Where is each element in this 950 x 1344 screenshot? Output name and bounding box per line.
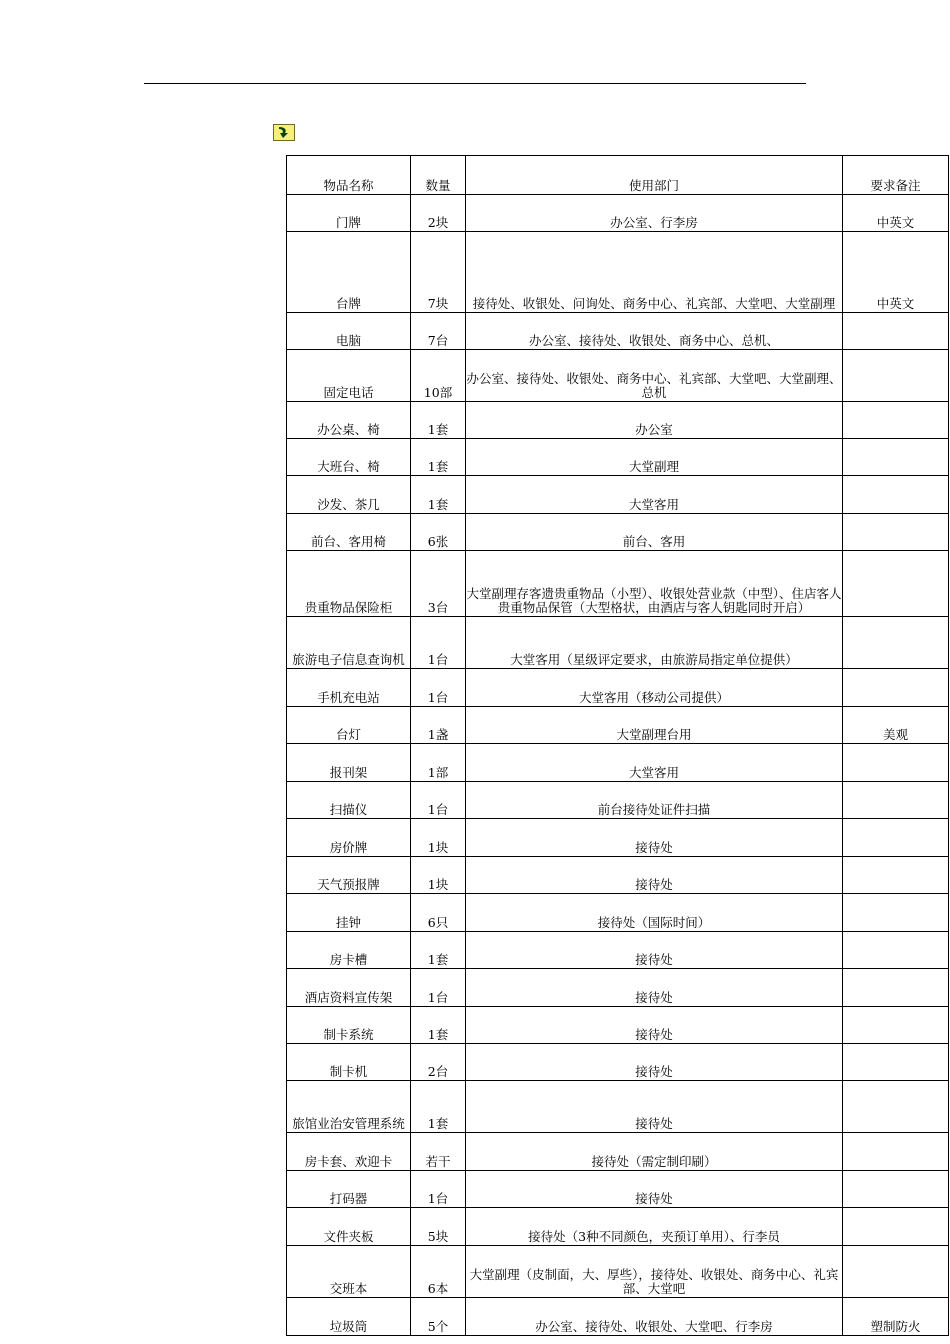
cell-item-name: 前台、客用椅 [287,514,411,551]
cell-item-name: 沙发、茶几 [287,476,411,514]
cell-remarks [843,669,949,707]
cell-quantity: 1套 [411,1081,466,1133]
cell-remarks [843,969,949,1007]
cell-item-name: 制卡系统 [287,1007,411,1044]
cell-quantity: 6本 [411,1246,466,1298]
cell-department: 接待处 [466,1171,843,1208]
cell-remarks [843,617,949,669]
cell-item-name: 挂钟 [287,894,411,932]
table-row [287,819,949,857]
cell-quantity: 2台 [411,1044,466,1081]
cell-department: 接待处（3种不同颜色，夹预订单用）、行李员 [466,1208,843,1246]
cell-item-name: 门牌 [287,195,411,232]
cell-department: 办公室、接待处、收银处、商务中心、总机、 [466,313,843,350]
table-body [287,156,949,1336]
cell-quantity: 1部 [411,744,466,782]
cell-item-name: 交班本 [287,1246,411,1298]
cell-department: 前台接待处证件扫描 [466,782,843,819]
cell-quantity: 5块 [411,1208,466,1246]
table-row [287,1298,949,1336]
cell-remarks [843,1208,949,1246]
table-row [287,1007,949,1044]
cell-department: 接待处、收银处、问询处、商务中心、礼宾部、大堂吧、大堂副理 [466,232,843,313]
cell-remarks [843,439,949,476]
cell-quantity: 1盏 [411,707,466,744]
cell-quantity: 3台 [411,551,466,617]
header-item-name: 物品名称 [287,156,411,195]
cell-remarks [843,1246,949,1298]
cell-department: 接待处 [466,857,843,894]
cell-remarks: 中英文 [843,195,949,232]
table-row [287,232,949,313]
cell-remarks [843,744,949,782]
cell-department: 前台、客用 [466,514,843,551]
cell-department: 大堂副理 [466,439,843,476]
table-row [287,313,949,350]
cell-quantity: 7台 [411,313,466,350]
cell-item-name: 酒店资料宣传架 [287,969,411,1007]
cell-item-name: 台牌 [287,232,411,313]
cell-remarks [843,350,949,402]
cell-department: 接待处 [466,969,843,1007]
cell-quantity: 6只 [411,894,466,932]
cell-remarks: 塑制防火 [843,1298,949,1336]
header-quantity: 数量 [411,156,466,195]
cell-department: 大堂客用 [466,476,843,514]
table-row [287,1208,949,1246]
cell-quantity: 1块 [411,819,466,857]
cell-item-name: 大班台、椅 [287,439,411,476]
table-row [287,707,949,744]
cell-item-name: 文件夹板 [287,1208,411,1246]
cell-department: 接待处 [466,819,843,857]
header-department: 使用部门 [466,156,843,195]
table-row [287,1133,949,1171]
cell-remarks [843,1171,949,1208]
table-row [287,617,949,669]
cell-department: 办公室、接待处、收银处、商务中心、礼宾部、大堂吧、大堂副理、总机 [466,350,843,402]
table-row [287,476,949,514]
table-row [287,1171,949,1208]
cell-quantity: 1台 [411,1171,466,1208]
cell-quantity: 1台 [411,782,466,819]
cell-remarks [843,782,949,819]
cell-item-name: 固定电话 [287,350,411,402]
cell-quantity: 1套 [411,476,466,514]
table-header-row [287,156,949,195]
table-row [287,857,949,894]
table-row [287,350,949,402]
cell-department: 办公室、接待处、收银处、大堂吧、行李房 [466,1298,843,1336]
table-row [287,744,949,782]
cell-department: 大堂客用 [466,744,843,782]
cell-item-name: 办公桌、椅 [287,402,411,439]
table-row [287,1044,949,1081]
cell-department: 大堂副理台用 [466,707,843,744]
cell-item-name: 手机充电站 [287,669,411,707]
table-row [287,782,949,819]
table-row [287,1246,949,1298]
cell-remarks [843,1044,949,1081]
cell-remarks [843,1081,949,1133]
cell-remarks [843,1007,949,1044]
cell-quantity: 1套 [411,932,466,969]
cell-item-name: 房卡槽 [287,932,411,969]
cell-item-name: 制卡机 [287,1044,411,1081]
cell-department: 办公室、行李房 [466,195,843,232]
cell-remarks [843,857,949,894]
bookmark-arrow-icon[interactable] [273,124,295,141]
cell-quantity: 1台 [411,617,466,669]
cell-remarks [843,1133,949,1171]
cell-item-name: 旅馆业治安管理系统 [287,1081,411,1133]
cell-item-name: 房价牌 [287,819,411,857]
cell-remarks: 美观 [843,707,949,744]
cell-quantity: 1台 [411,669,466,707]
cell-item-name: 报刊架 [287,744,411,782]
cell-remarks [843,894,949,932]
cell-department: 大堂副理（皮制面，大、厚些），接待处、收银处、商务中心、礼宾部、大堂吧 [466,1246,843,1298]
table-row [287,1081,949,1133]
cell-remarks [843,514,949,551]
table-row [287,439,949,476]
cell-quantity: 1套 [411,1007,466,1044]
cell-quantity: 2块 [411,195,466,232]
cell-quantity: 1块 [411,857,466,894]
cell-quantity: 7块 [411,232,466,313]
table-row [287,551,949,617]
table-row [287,195,949,232]
cell-item-name: 台灯 [287,707,411,744]
cell-item-name: 电脑 [287,313,411,350]
cell-item-name: 垃圾筒 [287,1298,411,1336]
cell-remarks: 中英文 [843,232,949,313]
cell-quantity: 1套 [411,439,466,476]
cell-department: 大堂副理存客遗贵重物品（小型）、收银处营业款（中型）、住店客人贵重物品保管（大型格状，由酒店与客人钥匙同时开启） [466,551,843,617]
cell-department: 大堂客用（星级评定要求，由旅游局指定单位提供） [466,617,843,669]
front-office-equipment-table [286,155,949,1336]
cell-department: 办公室 [466,402,843,439]
cell-quantity: 1套 [411,402,466,439]
cell-department: 接待处（需定制印刷） [466,1133,843,1171]
cell-item-name: 贵重物品保险柜 [287,551,411,617]
cell-quantity: 6张 [411,514,466,551]
page-top-rule [144,83,806,84]
cell-department: 接待处 [466,1007,843,1044]
cell-quantity: 10部 [411,350,466,402]
table-row [287,969,949,1007]
cell-item-name: 天气预报牌 [287,857,411,894]
cell-remarks [843,402,949,439]
cell-remarks [843,313,949,350]
table-row [287,669,949,707]
cell-quantity: 1台 [411,969,466,1007]
table-row [287,514,949,551]
cell-item-name: 旅游电子信息查询机 [287,617,411,669]
cell-item-name: 打码器 [287,1171,411,1208]
cell-department: 接待处（国际时间） [466,894,843,932]
header-remarks: 要求备注 [843,156,949,195]
table-row [287,932,949,969]
cell-remarks [843,476,949,514]
cell-department: 大堂客用（移动公司提供） [466,669,843,707]
cell-department: 接待处 [466,1044,843,1081]
cell-quantity: 5个 [411,1298,466,1336]
cell-remarks [843,551,949,617]
table-row [287,894,949,932]
table-row [287,402,949,439]
cell-remarks [843,819,949,857]
cell-department: 接待处 [466,932,843,969]
cell-remarks [843,932,949,969]
cell-item-name: 扫描仪 [287,782,411,819]
cell-item-name: 房卡套、欢迎卡 [287,1133,411,1171]
cell-department: 接待处 [466,1081,843,1133]
cell-quantity: 若干 [411,1133,466,1171]
